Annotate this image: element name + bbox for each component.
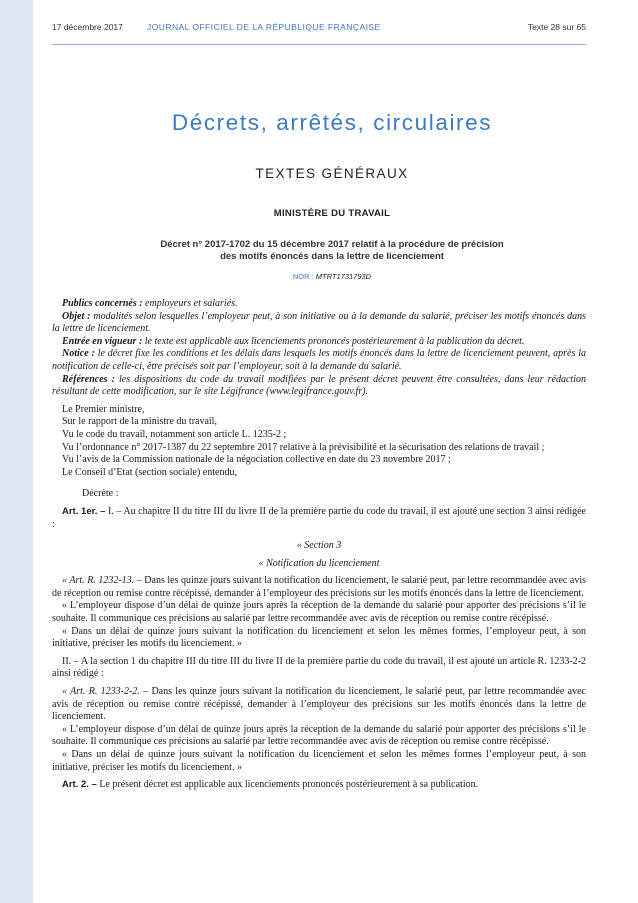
entree-text: le texte est applicable aux licenciements prononcés postérieurement à la publication du décret. [142, 335, 525, 347]
page-header [52, 22, 586, 36]
section-3-heading: « Section 3 [296, 540, 342, 552]
section-3-subheading: « Notification du licenciement [258, 557, 380, 569]
article-2-text: Le présent décret est applicable aux licenciements prononcés postérieurement à sa publication. [96, 779, 479, 791]
article-1-part-ii-intro: II. – A la section 1 du chapitre III du titre III du livre II de la première partie du code du travail, il est ajouté un article R. 1233-2-2 ainsi rédigé : [52, 655, 586, 680]
references-text: les dispositions du code du travail modifiées par le présent décret peuvent être consultées, dans leur rédaction résultant de cette modification, sur le site Légifrance (www.legifrance.gouv.fr). [52, 373, 586, 398]
article-r1232-13-p2: « L’employeur dispose d’un délai de quinze jours après la réception de la demande du salarié pour apporter des précisions s’il le souhaite. Il communique ces précisions au salarié par lettre recommandée avec avis de réception ou remise contre récépissé. [52, 600, 586, 625]
left-margin-band [0, 0, 33, 903]
article-r1232-13-label: « Art. R. 1232-13. [62, 575, 135, 587]
preamble-line: Vu le code du travail, notamment son article L. 1235-2 ; [62, 428, 287, 440]
summary-publics [52, 298, 586, 311]
header-page-info: Texte 28 sur 65 [527, 22, 586, 32]
nor-value: MTRT1731793D [315, 272, 372, 281]
decree-summary [52, 298, 586, 399]
decree-title [92, 239, 572, 263]
summary-entree [52, 336, 586, 349]
preamble-line: Le Conseil d’Etat (section sociale) entendu, [62, 466, 237, 478]
nor-reference [52, 272, 612, 281]
article-r1232-13-p1 [52, 575, 586, 600]
entree-label: Entrée en vigueur : [62, 335, 143, 347]
article-r1233-2-2-p2: « L’employeur dispose d’un délai de quinze jours après la réception de la demande du salarié pour apporter des précisions s’il le souhaite. Il communique ces précisions au salarié par lettre recommandée avec avis de réception ou remise contre récépissé. [52, 723, 586, 748]
summary-objet [52, 311, 586, 336]
article-1-intro [52, 506, 586, 531]
decree-title-line-2: des motifs énoncés dans la lettre de licenciement [220, 251, 444, 262]
article-r1233-2-2-p1 [52, 686, 586, 724]
references-label: Références : [62, 373, 115, 385]
publics-label: Publics concernés : [62, 298, 143, 309]
header-journal-title: JOURNAL OFFICIEL DE LA RÉPUBLIQUE FRANÇAISE [147, 22, 381, 32]
article-r1233-2-2-p1-text: – Dans les quinze jours suivant la notification du licenciement, le salarié peut, par lettre recommandée avec avis de réception ou remise contre récépissé, demander à l’employeur des précisions sur les motifs énoncés dans la lettre de licenciement. [52, 686, 586, 723]
article-r1232-13-p3: « Dans un délai de quinze jours suivant la notification du licenciement et selon les mêmes formes, l’employeur peut, à son initiative, préciser les motifs du licenciement. » [52, 625, 586, 650]
summary-references [52, 374, 586, 399]
document-page [52, 0, 586, 903]
decrete: Décrète : [82, 488, 119, 500]
article-r1232-13-p1-text: – Dans les quinze jours suivant la notification du licenciement, le salarié peut, par lettre recommandée avec avis de réception ou remise contre récépissé, demander à l’employeur des précisions sur les motifs énoncés dans la lettre de licenciement. [52, 575, 586, 599]
objet-label: Objet : [62, 310, 91, 322]
notice-label: Notice : [62, 348, 95, 360]
preamble [52, 404, 586, 480]
header-date: 17 décembre 2017 [52, 22, 123, 32]
article-1-intro-text: I. – Au chapitre II du titre III du livre II de la première partie du code du travail, il est ajouté une section 3 ainsi rédigée : [52, 505, 586, 530]
notice-text: le décret fixe les conditions et les délais dans lesquels les motifs énoncés dans la lettre de licenciement peuvent, après la notification de celle-ci, être précisés soit par l’employeur, soit à la demande du salarié. [52, 348, 586, 372]
document-body [52, 298, 586, 792]
publics-text: employeurs et salariés. [142, 298, 238, 309]
preamble-line: Le Premier ministre, [62, 403, 145, 415]
preamble-line: Vu l’ordonnance n° 2017-1387 du 22 septembre 2017 relative à la prévisibilité et la sécurisation des relations de travail ; [62, 441, 545, 453]
objet-text: modalités selon lesquelles l’employeur peut, à son initiative ou à la demande du salarié, préciser les motifs énoncés dans la lettre de licenciement. [52, 310, 587, 335]
decree-title-line-1: Décret n° 2017-1702 du 15 décembre 2017 relatif à la procédure de précision [160, 239, 504, 250]
article-r1233-2-2-label: « Art. R. 1233-2-2. [62, 686, 140, 698]
nor-label: NOR : [292, 272, 316, 281]
ministry-name: MINISTÈRE DU TRAVAIL [273, 208, 391, 219]
article-1-label: Art. 1er. – [62, 505, 106, 517]
preamble-line: Sur le rapport de la ministre du travail, [62, 416, 217, 428]
header-divider [52, 44, 586, 45]
sub-title: TEXTES GÉNÉRAUX [255, 166, 409, 181]
preamble-line: Vu l’avis de la Commission nationale de la négociation collective en date du 23 novembre 2017 ; [62, 454, 451, 466]
article-2 [52, 779, 586, 792]
summary-notice [52, 348, 586, 373]
section-title: Décrets, arrêtés, circulaires [171, 110, 493, 135]
article-2-label: Art. 2. – [62, 779, 97, 791]
article-r1233-2-2-p3: « Dans un délai de quinze jours suivant la notification du licenciement et selon les mêmes formes l’employeur peut, à son initiative, préciser les motifs du licenciement. » [52, 749, 586, 773]
